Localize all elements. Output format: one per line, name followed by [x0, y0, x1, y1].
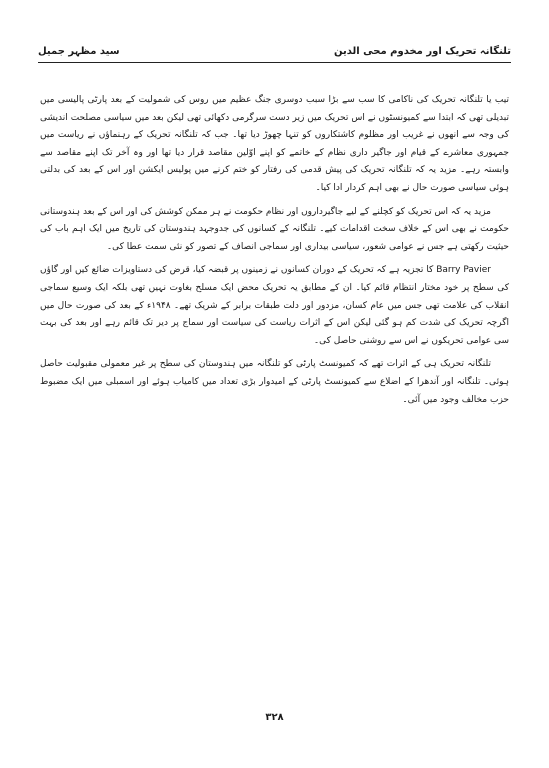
page-number: ۳۲۸	[265, 712, 284, 723]
running-header	[38, 44, 511, 64]
body-text	[40, 92, 509, 415]
paragraph: تیب یا تلنگانہ تحریک کی ناکامی کا سب سے بڑا سبب دوسری جنگ عظیم میں روس کی شمولیت کے بعد پارٹی پالیسی میں تبدیلی تھی کہ ابتدا سے کمیونسٹوں نے اس تحریک میں زیر دست سرگرمی دکھائی تھی لیکن بعد میں سیاسی مصلحت اندیشی کی وجہ سے انھوں نے غریب اور مظلوم کاشتکاروں کو تنہا چھوڑ دیا تھا۔ جب کہ تلنگانہ تحریک کے رہنماؤں نے ریاست میں جمہوری معاشرے کے قیام اور جاگیر داری نظام کے خاتمے کو اپنے اوّلین مقاصد قرار دیا تھا اور وہ آخر تک اپنے مقاصد سے وابستہ رہے۔ مزید یہ کہ تلنگانہ تحریک کی پیش قدمی کی رفتار کو ختم کرنے میں پولیس ایکشن اور اس کے بعد کی بدلتی ہوئی سیاسی صورت حال نے بھی اہم کردار ادا کیا۔	[40, 95, 509, 193]
paragraph: Barry Pavier کا تجزیہ ہے کہ تحریک کے دوران کسانوں نے زمینوں پر قبضہ کیا، قرض کی دستاویزات ضائع کیں اور گاؤں کی سطح پر خود مختار انتظام قائم کیا۔ ان کے مطابق یہ تحریک محض ایک مسلح بغاوت نہیں تھی بلکہ ایک وسیع سماجی انقلاب کی علامت تھی جس میں عام کسان، مزدور اور دلت طبقات برابر کے شریک تھے۔ ۱۹۴۸ء کے بعد کی صورت حال میں اگرچہ تحریک کی شدت کم ہو گئی لیکن اس کے اثرات ریاست کی سیاست اور سماج پر دیر تک قائم رہے اور بعد کی بہت سی عوامی تحریکوں نے اس سے روشنی حاصل کی۔	[40, 265, 509, 346]
author-name: سید مظہر جمیل	[38, 46, 120, 57]
paragraph: تلنگانہ تحریک ہی کے اثرات تھے کہ کمیونسٹ پارٹی کو تلنگانہ میں ہندوستان کی سطح پر غیر معمولی مقبولیت حاصل ہوئی۔ تلنگانہ اور آندھرا کے اضلاع سے کمیونسٹ پارٹی کے امیدوار بڑی تعداد میں کامیاب ہوئے اور اسمبلی میں ایک مضبوط حزب مخالف وجود میں آئی۔	[40, 359, 509, 405]
header-rule	[38, 62, 511, 63]
paragraph: مزید یہ کہ اس تحریک کو کچلنے کے لیے جاگیرداروں اور نظام حکومت نے ہر ممکن کوشش کی اور اس کے بعد ہندوستانی حکومت نے بھی اس کے خلاف سخت اقدامات کیے۔ تلنگانہ کے کسانوں کی جدوجہد ہندوستان کی تاریخ میں ایک اہم باب کی حیثیت رکھتی ہے جس نے عوامی شعور، سیاسی بیداری اور سماجی انصاف کے تصور کو نئی سمت عطا کی۔	[40, 206, 509, 252]
book-title: تلنگانہ تحریک اور مخدوم محی الدین	[333, 46, 511, 57]
